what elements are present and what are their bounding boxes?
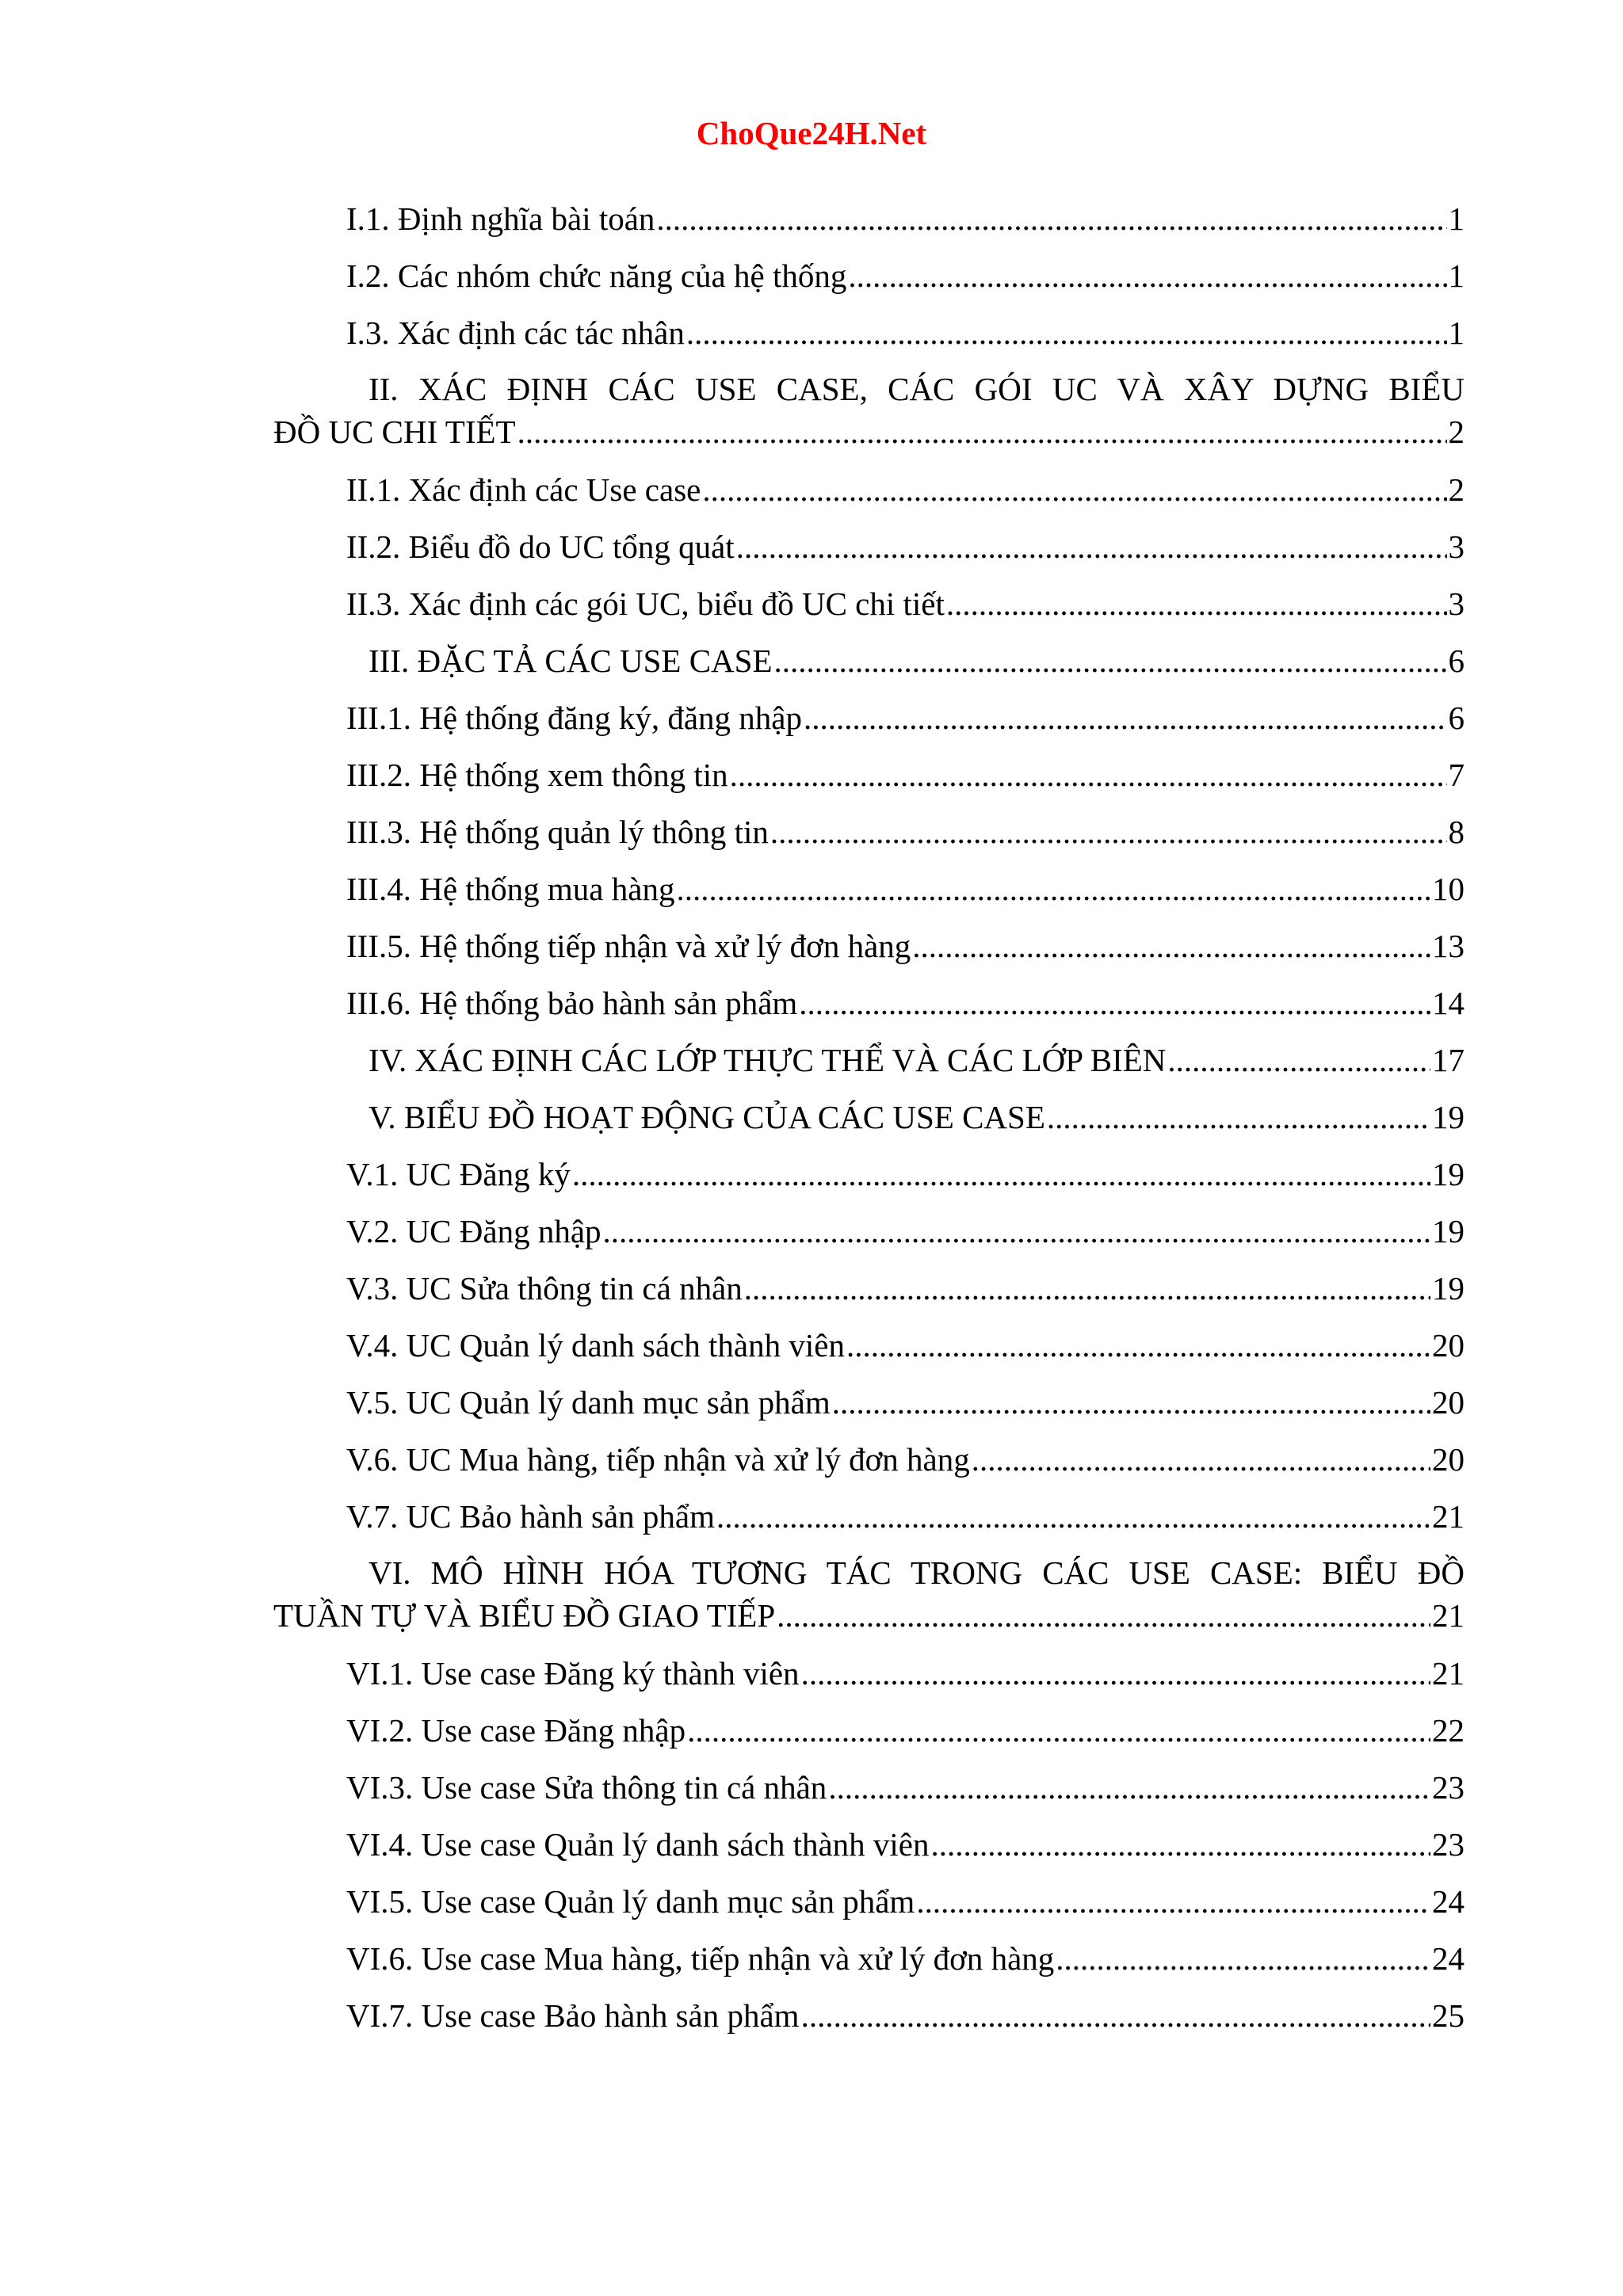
toc-entry-heading[interactable] [273, 1032, 1465, 1089]
dot-leader [799, 974, 1430, 1032]
toc-entry[interactable] [273, 1645, 1465, 1702]
toc-entry-page: 19 [1432, 1213, 1465, 1249]
toc-entry[interactable] [273, 860, 1465, 917]
toc-entry-heading[interactable] [273, 361, 1465, 461]
toc-entry-title: VI.7. Use case Bảo hành sản phẩm [346, 1997, 800, 2034]
toc-entry[interactable] [273, 461, 1465, 518]
dot-leader [1056, 1930, 1430, 1987]
dot-leader [801, 1645, 1430, 1702]
toc-entry-title: V.3. UC Sửa thông tin cá nhân [346, 1270, 743, 1306]
toc-entry[interactable] [273, 974, 1465, 1032]
toc-entry-title: V.1. UC Đăng ký [346, 1156, 571, 1192]
toc-entry-title: I.2. Các nhóm chức năng của hệ thống [346, 257, 847, 294]
watermark-title: ChoQue24H.Net [696, 115, 927, 151]
toc-entry-page: 20 [1432, 1327, 1465, 1363]
dot-leader [777, 1594, 1430, 1637]
toc-entry-page: 6 [1448, 643, 1465, 679]
toc-entry-page: 21 [1432, 1498, 1465, 1535]
toc-entry-page: 10 [1432, 871, 1465, 907]
toc-entry[interactable] [273, 1759, 1465, 1816]
toc-entry-page: 6 [1448, 700, 1465, 736]
toc-entry[interactable] [273, 247, 1465, 304]
toc-entry-page: 23 [1432, 1769, 1465, 1806]
toc-entry-title: V.4. UC Quản lý danh sách thành viên [346, 1327, 845, 1363]
toc-entry-title: III. ĐẶC TẢ CÁC USE CASE [369, 643, 773, 679]
toc-entry-title: I.1. Định nghĩa bài toán [346, 200, 655, 237]
toc-entry-page: 17 [1432, 1042, 1465, 1078]
toc-entry[interactable] [273, 917, 1465, 974]
toc-entry-heading[interactable] [273, 1545, 1465, 1645]
toc-entry-page: 20 [1432, 1384, 1465, 1421]
dot-leader [1167, 1032, 1430, 1089]
toc-entry-page: 1 [1448, 257, 1465, 294]
toc-entry-page: 21 [1432, 1597, 1465, 1634]
dot-leader [676, 860, 1430, 917]
dot-leader [804, 689, 1446, 746]
toc-entry-page: 24 [1432, 1940, 1465, 1977]
toc-entry-page: 24 [1432, 1883, 1465, 1920]
toc-entry-page: 3 [1448, 585, 1465, 622]
toc-entry[interactable] [273, 190, 1465, 247]
dot-leader [846, 1317, 1430, 1374]
toc-entry-page: 22 [1432, 1712, 1465, 1749]
toc-entry-title: II.3. Xác định các gói UC, biểu đồ UC chi tiết [346, 585, 945, 622]
toc-entry-page: 25 [1432, 1997, 1465, 2034]
toc-entry[interactable] [273, 746, 1465, 803]
toc-entry-page: 19 [1432, 1099, 1465, 1135]
dot-leader [656, 190, 1446, 247]
dot-leader [774, 632, 1447, 689]
toc-entry-title-line2: ĐỒ UC CHI TIẾT [273, 414, 516, 450]
toc-entry[interactable] [273, 1317, 1465, 1374]
dot-leader [770, 803, 1447, 860]
toc-entry-title: VI.6. Use case Mua hàng, tiếp nhận và xử lý đơn hàng [346, 1940, 1055, 1977]
toc-entry-title: III.1. Hệ thống đăng ký, đăng nhập [346, 700, 803, 736]
toc-entry-heading[interactable] [273, 632, 1465, 689]
toc-entry-title: V.6. UC Mua hàng, tiếp nhận và xử lý đơn hàng [346, 1441, 970, 1478]
toc-entry-title: VI.5. Use case Quản lý danh mục sản phẩm [346, 1883, 915, 1920]
dot-leader [702, 461, 1446, 518]
toc-entry-title: II.1. Xác định các Use case [346, 471, 701, 508]
toc-entry-page: 2 [1448, 471, 1465, 508]
toc-entry[interactable] [273, 1488, 1465, 1545]
dot-leader [687, 1702, 1430, 1759]
toc-entry-page: 1 [1448, 315, 1465, 351]
dot-leader [832, 1374, 1430, 1431]
toc-entry[interactable] [273, 803, 1465, 860]
dot-leader [972, 1431, 1430, 1488]
toc-entry-heading[interactable] [273, 1089, 1465, 1146]
toc-entry-title: I.3. Xác định các tác nhân [346, 315, 685, 351]
toc-entry-page: 13 [1432, 928, 1465, 964]
toc-entry-page: 20 [1432, 1441, 1465, 1478]
dot-leader [517, 410, 1447, 453]
toc-entry-title-line1: VI. MÔ HÌNH HÓA TƯƠNG TÁC TRONG CÁC USE CASE: BIỂU ĐỒ [369, 1554, 1465, 1591]
dot-leader [848, 247, 1446, 304]
toc-entry-title: V.2. UC Đăng nhập [346, 1213, 601, 1249]
toc-entry-title: VI.4. Use case Quản lý danh sách thành viên [346, 1826, 930, 1863]
toc-entry[interactable] [273, 1260, 1465, 1317]
dot-leader [716, 1488, 1430, 1545]
toc-entry-page: 23 [1432, 1826, 1465, 1863]
dot-leader [744, 1260, 1430, 1317]
dot-leader [946, 575, 1447, 632]
toc-entry[interactable] [273, 1816, 1465, 1873]
toc-entry[interactable] [273, 1203, 1465, 1260]
dot-leader [572, 1146, 1430, 1203]
toc-entry-page: 3 [1448, 528, 1465, 565]
toc-entry-page: 1 [1448, 200, 1465, 237]
toc-entry[interactable] [273, 575, 1465, 632]
toc-entry[interactable] [273, 1987, 1465, 2044]
toc-entry-title: III.3. Hệ thống quản lý thông tin [346, 814, 769, 850]
toc-entry[interactable] [273, 1431, 1465, 1488]
toc-entry-page: 21 [1432, 1655, 1465, 1691]
dot-leader [931, 1816, 1431, 1873]
toc-entry-page: 2 [1448, 414, 1465, 450]
toc-entry[interactable] [273, 304, 1465, 361]
toc-entry-title: II.2. Biểu đồ do UC tổng quát [346, 528, 735, 565]
toc-entry[interactable] [273, 1374, 1465, 1431]
dot-leader [686, 304, 1447, 361]
dot-leader [916, 1873, 1430, 1930]
toc-entry[interactable] [273, 1873, 1465, 1930]
dot-leader [801, 1987, 1430, 2044]
dot-leader [912, 917, 1430, 974]
table-of-contents [273, 190, 1465, 2044]
toc-entry-title-line1: II. XÁC ĐỊNH CÁC USE CASE, CÁC GÓI UC VÀ XÂY DỰNG BIỂU [369, 371, 1465, 407]
toc-entry-title: V.5. UC Quản lý danh mục sản phẩm [346, 1384, 831, 1421]
toc-entry-title: V. BIỂU ĐỒ HOẠT ĐỘNG CỦA CÁC USE CASE [369, 1099, 1045, 1135]
toc-entry-title: IV. XÁC ĐỊNH CÁC LỚP THỰC THỂ VÀ CÁC LỚP BIÊN [369, 1042, 1167, 1078]
toc-entry-title: III.2. Hệ thống xem thông tin [346, 757, 728, 793]
toc-entry[interactable] [273, 1930, 1465, 1987]
toc-entry-title: III.4. Hệ thống mua hàng [346, 871, 675, 907]
toc-entry-title: VI.3. Use case Sửa thông tin cá nhân [346, 1769, 827, 1806]
toc-entry-title: III.5. Hệ thống tiếp nhận và xử lý đơn hàng [346, 928, 911, 964]
dot-leader [730, 746, 1447, 803]
toc-entry-title: VI.1. Use case Đăng ký thành viên [346, 1655, 800, 1691]
toc-entry[interactable] [273, 1702, 1465, 1759]
toc-entry-page: 19 [1432, 1156, 1465, 1192]
toc-entry-page: 14 [1432, 985, 1465, 1021]
toc-entry-title: III.6. Hệ thống bảo hành sản phẩm [346, 985, 798, 1021]
toc-entry-page: 19 [1432, 1270, 1465, 1306]
toc-entry-title: V.7. UC Bảo hành sản phẩm [346, 1498, 716, 1535]
toc-entry[interactable] [273, 689, 1465, 746]
toc-entry-page: 7 [1448, 757, 1465, 793]
toc-entry-page: 8 [1448, 814, 1465, 850]
dot-leader [736, 518, 1447, 575]
toc-entry[interactable] [273, 1146, 1465, 1203]
dot-leader [828, 1759, 1430, 1816]
dot-leader [603, 1203, 1430, 1260]
toc-entry-title-line2: TUẦN TỰ VÀ BIỂU ĐỒ GIAO TIẾP [273, 1597, 776, 1634]
toc-entry-title: VI.2. Use case Đăng nhập [346, 1712, 686, 1749]
dot-leader [1047, 1089, 1430, 1146]
toc-entry[interactable] [273, 518, 1465, 575]
